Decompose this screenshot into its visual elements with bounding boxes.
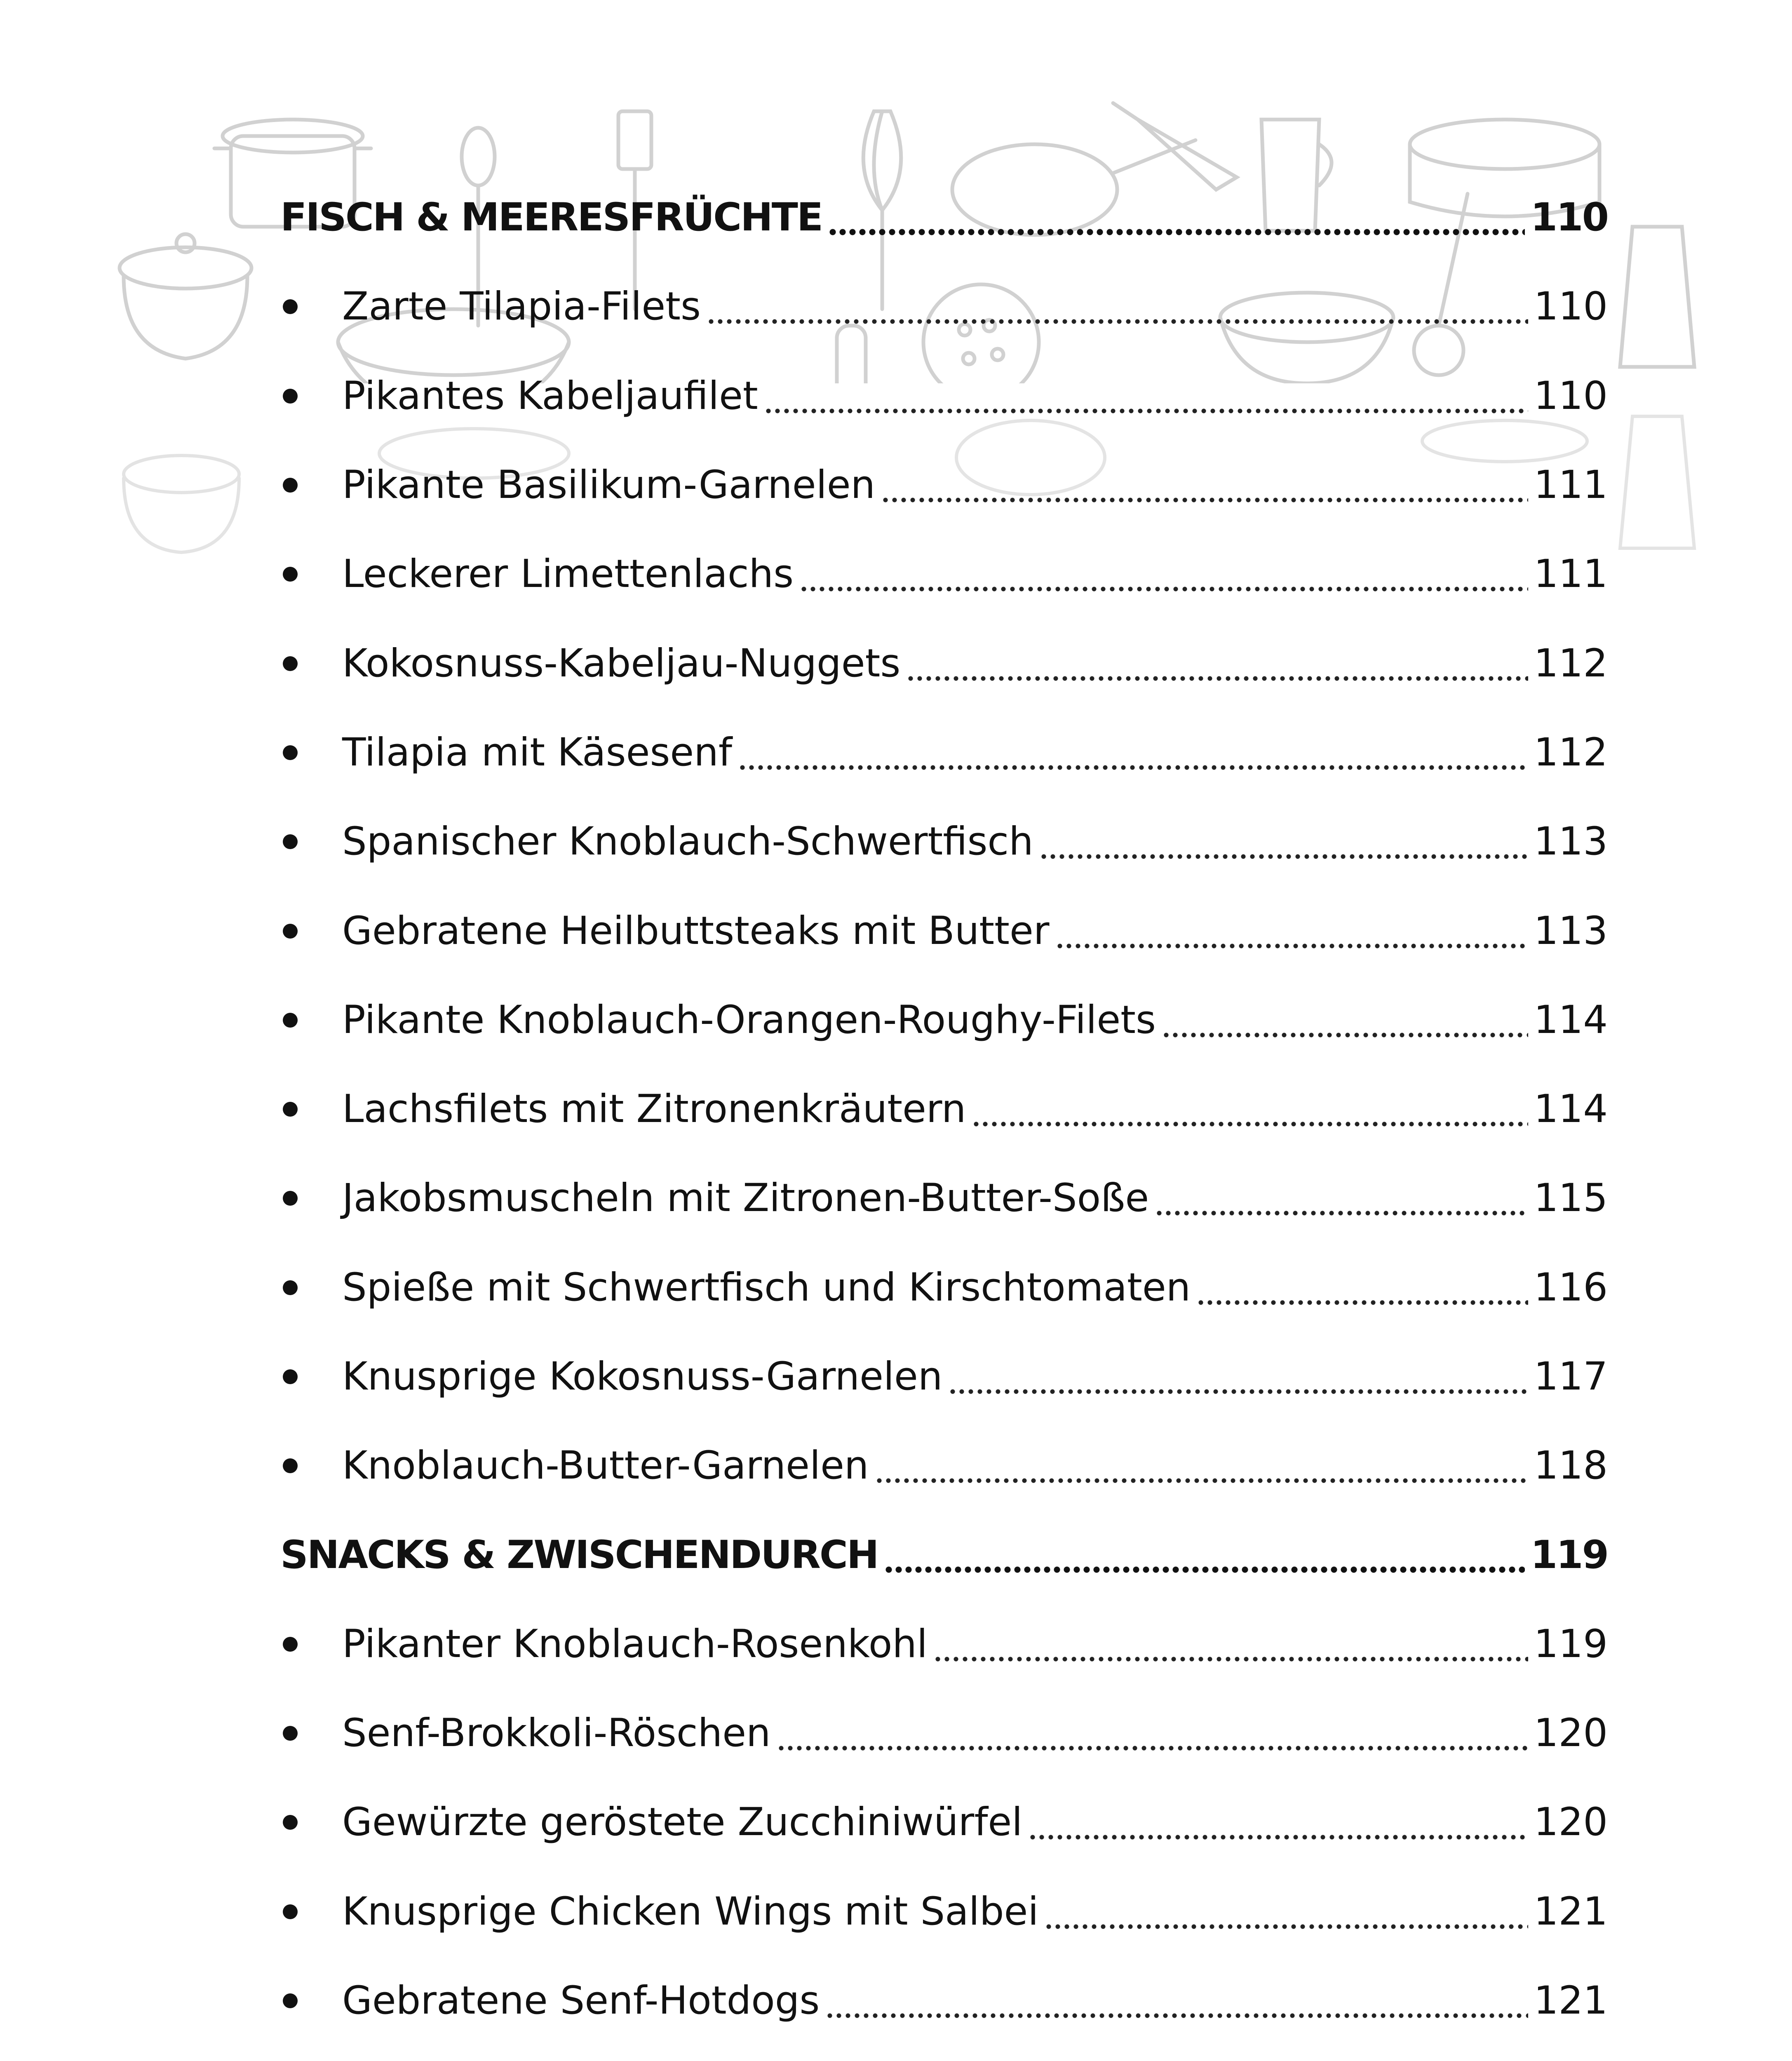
toc-entry[interactable] (280, 1243, 1608, 1332)
dot-leader (906, 644, 1528, 683)
toc-entry[interactable] (280, 352, 1608, 441)
bullet-dot (283, 1013, 298, 1028)
dot-leader (1039, 822, 1528, 861)
bullet-dot (283, 299, 298, 314)
toc-entry-title: Knoblauch-Butter-Garnelen (342, 1443, 869, 1488)
bullet-dot (283, 1815, 298, 1830)
toc-entry-title: SNACKS & ZWISCHENDURCH (280, 1532, 878, 1577)
grater-icon (1620, 416, 1694, 548)
bullet-dot (283, 389, 298, 404)
dot-leader (1055, 912, 1528, 951)
toc-entry-title: Pikanter Knoblauch-Rosenkohl (342, 1621, 928, 1667)
toc-entry[interactable] (280, 441, 1608, 530)
cooking-pot-icon (124, 455, 239, 552)
toc-entry-title: Gebratene Heilbuttsteaks mit Butter (342, 908, 1050, 953)
toc-entry[interactable] (280, 797, 1608, 886)
toc-entry[interactable] (280, 1689, 1608, 1778)
dot-leader (799, 555, 1528, 594)
toc-entry[interactable] (280, 886, 1608, 975)
bullet-dot (283, 1993, 298, 2008)
toc-page-number: 110 (1534, 373, 1608, 418)
dot-leader (1162, 1001, 1528, 1040)
toc-entry[interactable] (280, 1065, 1608, 1154)
dot-leader (828, 198, 1525, 237)
toc-entry[interactable] (280, 976, 1608, 1065)
toc-entry-title: Lachsfilets mit Zitronenkräutern (342, 1087, 966, 1132)
bullet-dot (283, 656, 298, 671)
bullet-icon (280, 1369, 342, 1384)
bullet-icon (280, 1458, 342, 1473)
toc-entry-title: Pikante Knoblauch-Orangen-Roughy-Filets (342, 997, 1156, 1042)
toc-page-number: 121 (1534, 1978, 1608, 2023)
toc-page-number: 119 (1534, 1621, 1608, 1667)
bullet-dot (283, 1904, 298, 1919)
toc-page-number: 118 (1534, 1443, 1608, 1488)
dot-leader (972, 1090, 1528, 1129)
toc-page-number: 117 (1534, 1354, 1608, 1399)
bullet-icon (280, 1993, 342, 2008)
toc-entry[interactable] (280, 1956, 1608, 2045)
toc-page-number: 112 (1534, 641, 1608, 686)
toc-page-number: 121 (1534, 1889, 1608, 1934)
toc-entry-title: Gebratene Senf-Hotdogs (342, 1978, 820, 2023)
toc-entry[interactable] (280, 1332, 1608, 1421)
toc-entry-title: Gewürzte geröstete Zucchiniwürfel (342, 1800, 1023, 1845)
toc-section-heading[interactable] (280, 2045, 1608, 2061)
toc-entry[interactable] (280, 619, 1608, 708)
toc-page-number: 110 (1534, 284, 1608, 329)
bullet-icon (280, 924, 342, 939)
bullet-icon (280, 1280, 342, 1295)
bullet-dot (283, 1369, 298, 1384)
grater-icon (1620, 227, 1694, 367)
dot-leader (1155, 1179, 1528, 1218)
toc-entry-title: Leckerer Limettenlachs (342, 552, 794, 597)
toc-entry-title: Pikante Basilikum-Garnelen (342, 462, 876, 508)
toc-entry-title: Tilapia mit Käsesenf (342, 730, 732, 775)
toc-entry-title: Zarte Tilapia-Filets (342, 284, 701, 329)
toc-section-heading[interactable] (280, 173, 1608, 262)
toc-page-number: 112 (1534, 730, 1608, 775)
bullet-icon (280, 1637, 342, 1652)
toc-page-number: 115 (1534, 1176, 1608, 1221)
bullet-dot (283, 924, 298, 939)
toc-page-number: 114 (1534, 1087, 1608, 1132)
dot-leader (764, 377, 1528, 415)
toc-entry[interactable] (280, 1778, 1608, 1867)
bullet-icon (280, 478, 342, 493)
bullet-icon (280, 389, 342, 404)
toc-entry[interactable] (280, 708, 1608, 797)
dot-leader (825, 1981, 1528, 2020)
dot-leader (881, 466, 1528, 505)
bullet-dot (283, 567, 298, 582)
bullet-dot (283, 834, 298, 849)
bullet-icon (280, 1102, 342, 1117)
table-of-contents (280, 173, 1608, 2061)
toc-entry-title: Senf-Brokkoli-Röschen (342, 1711, 771, 1756)
bullet-icon (280, 656, 342, 671)
toc-page-number: 113 (1534, 819, 1608, 864)
bullet-dot (283, 478, 298, 493)
bullet-icon (280, 567, 342, 582)
toc-entry-title: Spanischer Knoblauch-Schwertfisch (342, 819, 1033, 864)
dot-leader (777, 1714, 1528, 1753)
toc-page-number: 120 (1534, 1711, 1608, 1756)
toc-entry[interactable] (280, 1154, 1608, 1243)
toc-entry[interactable] (280, 1600, 1608, 1689)
bullet-icon (280, 1815, 342, 1830)
bullet-dot (283, 1280, 298, 1295)
bullet-dot (283, 1726, 298, 1741)
toc-entry[interactable] (280, 530, 1608, 619)
bullet-icon (280, 745, 342, 760)
toc-entry-title: Knusprige Chicken Wings mit Salbei (342, 1889, 1039, 1934)
bullet-dot (283, 1102, 298, 1117)
toc-page-number: 111 (1534, 462, 1608, 508)
bullet-dot (283, 1458, 298, 1473)
dot-leader (884, 1536, 1525, 1575)
dot-leader (933, 1625, 1528, 1664)
cooking-pot-icon (120, 234, 251, 359)
toc-entry-title: Jakobsmuscheln mit Zitronen-Butter-Soße (342, 1176, 1149, 1221)
bullet-icon (280, 1013, 342, 1028)
bullet-icon (280, 1191, 342, 1206)
toc-page-number: 110 (1530, 195, 1608, 240)
bullet-dot (283, 745, 298, 760)
toc-page-number: 119 (1530, 1532, 1608, 1577)
dot-leader (738, 733, 1528, 772)
toc-entry-title: Knusprige Kokosnuss-Garnelen (342, 1354, 943, 1399)
dot-leader (1028, 1803, 1528, 1842)
dot-leader (948, 1357, 1528, 1396)
toc-entry-title: Pikantes Kabeljaufilet (342, 373, 758, 418)
dot-leader (1044, 1892, 1528, 1931)
bullet-icon (280, 299, 342, 314)
toc-section-heading[interactable] (280, 1510, 1608, 1599)
bullet-icon (280, 834, 342, 849)
toc-page-number: 111 (1534, 552, 1608, 597)
toc-page-number: 116 (1534, 1265, 1608, 1310)
bullet-icon (280, 1904, 342, 1919)
toc-entry[interactable] (280, 262, 1608, 351)
dot-leader (875, 1446, 1528, 1485)
dot-leader (1196, 1268, 1528, 1307)
toc-entry-title: Spieße mit Schwertfisch und Kirschtomaten (342, 1265, 1191, 1310)
bullet-icon (280, 1726, 342, 1741)
bullet-dot (283, 1637, 298, 1652)
toc-entry[interactable] (280, 1421, 1608, 1510)
toc-page-number: 113 (1534, 908, 1608, 953)
toc-page-number: 120 (1534, 1800, 1608, 1845)
toc-page-number: 114 (1534, 997, 1608, 1042)
toc-entry-title: Kokosnuss-Kabeljau-Nuggets (342, 641, 901, 686)
toc-entry[interactable] (280, 1867, 1608, 1956)
bullet-dot (283, 1191, 298, 1206)
dot-leader (707, 287, 1528, 326)
toc-entry-title: FISCH & MEERESFRÜCHTE (280, 195, 822, 240)
